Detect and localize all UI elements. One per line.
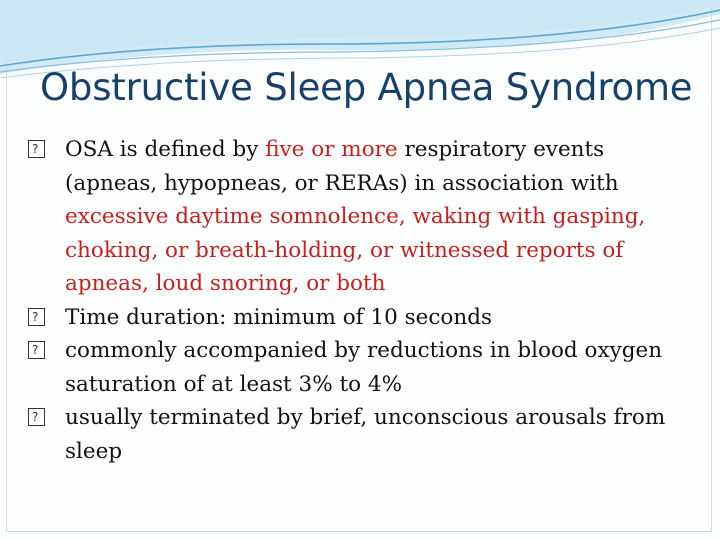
bullet-item xyxy=(28,133,688,301)
missing-glyph-box-icon xyxy=(28,308,45,326)
missing-glyph-box-icon xyxy=(28,408,45,426)
slide-title: Obstructive Sleep Apnea Syndrome xyxy=(40,66,693,109)
missing-glyph-box-icon xyxy=(28,341,45,359)
missing-glyph-box-icon xyxy=(28,140,45,158)
bullet-text: usually terminated by brief, unconscious arousals from sleep xyxy=(65,405,666,464)
bullet-text: commonly accompanied by reductions in blood oxygen saturation of at least 3% to 4% xyxy=(65,338,663,397)
bullet-list xyxy=(28,133,688,468)
bullet-item xyxy=(28,301,688,335)
bullet-text: Time duration: minimum of 10 seconds xyxy=(65,304,493,330)
bullet-item xyxy=(28,334,688,401)
bullet-text: OSA is defined by five or more respiratory events (apneas, hypopneas, or RERAs) in association with excessive daytime somnolence, waking with gasping, choking, or breath-holding, or witnessed reports of apneas, loud snoring, or both xyxy=(65,137,646,296)
bullet-item xyxy=(28,401,688,468)
